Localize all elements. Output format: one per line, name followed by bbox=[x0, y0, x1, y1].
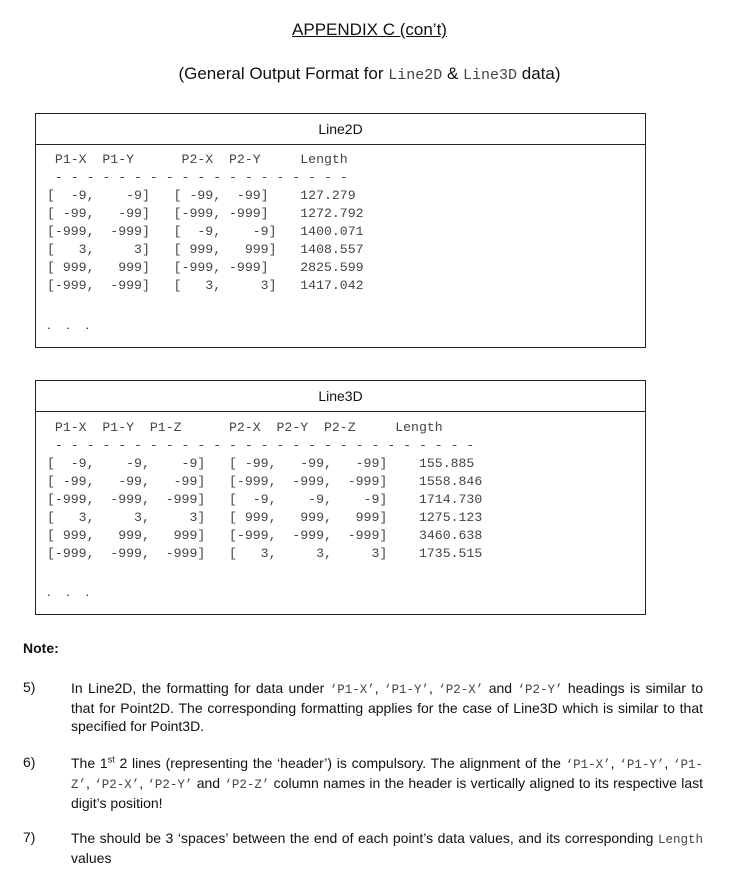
appendix-title-text: APPENDIX C (con’t) bbox=[292, 20, 447, 39]
note-6-code: ‘P1-Z’ bbox=[71, 758, 704, 792]
subtitle bbox=[0, 64, 739, 84]
line2d-table-box bbox=[35, 113, 646, 348]
note-5-code: ‘P1-Y’ bbox=[384, 683, 430, 697]
line3d-dash-row: - - - - - - - - - - - - - - - - - - - - - - - - - - - bbox=[47, 438, 475, 453]
line2d-dash-row: - - - - - - - - - - - - - - - - - - - bbox=[47, 170, 348, 185]
note-7-number: 7) bbox=[23, 829, 36, 845]
note-5-part: In Line2D, the formatting for data under bbox=[71, 680, 330, 696]
line3d-table-box bbox=[35, 380, 646, 615]
note-6-part: The 1 bbox=[71, 755, 108, 771]
note-7-code: Length bbox=[657, 833, 703, 847]
line3d-row: [ 999, 999, 999] [-999, -999, -999] 3460.638 bbox=[47, 528, 483, 543]
note-5-part: , bbox=[429, 680, 439, 696]
note-6-code: ‘P1-X’ bbox=[565, 758, 611, 772]
note-5-code: ‘P1-X’ bbox=[329, 683, 375, 697]
line2d-row: [ 3, 3] [ 999, 999] 1408.557 bbox=[47, 242, 364, 257]
line3d-row: [ -99, -99, -99] [-999, -999, -999] 1558.846 bbox=[47, 474, 483, 489]
note-6-part: , bbox=[610, 755, 620, 771]
line2d-row: [ 999, 999] [-999, -999] 2825.599 bbox=[47, 260, 364, 275]
appendix-title bbox=[0, 20, 739, 40]
note-6-code: ‘P1-Y’ bbox=[619, 758, 665, 772]
note-6-text bbox=[71, 754, 703, 812]
line3d-row: [-999, -999, -999] [ 3, 3, 3] 1735.515 bbox=[47, 546, 483, 561]
note-6-code: ‘P2-Z’ bbox=[224, 778, 270, 792]
note-7-text bbox=[71, 829, 703, 867]
note-5-code: ‘P2-X’ bbox=[438, 683, 484, 697]
note-6-code: ‘P2-X’ bbox=[94, 778, 140, 792]
note-6-part: , bbox=[139, 775, 148, 791]
note-5-part: headings is similar to that for Point2D. The corresponding formatting applies for the case of Line3D which is similar to that specified for Point3D. bbox=[71, 680, 704, 734]
line3d-row: [-999, -999, -999] [ -9, -9, -9] 1714.730 bbox=[47, 492, 483, 507]
note-7-part: The should be 3 ‘spaces’ between the end of each point’s data values, and its corresponding bbox=[71, 830, 658, 846]
subtitle-code-line2d: Line2D bbox=[388, 67, 443, 84]
subtitle-code-line3d: Line3D bbox=[463, 67, 518, 84]
line3d-row: [ -9, -9, -9] [ -99, -99, -99] 155.885 bbox=[47, 456, 475, 471]
line3d-ellipsis: . . . bbox=[47, 584, 96, 599]
note-5-number: 5) bbox=[23, 679, 36, 695]
note-6-code: ‘P2-Y’ bbox=[147, 778, 193, 792]
subtitle-suffix: data) bbox=[517, 64, 561, 83]
note-6-part: 2 lines (representing the ‘header’) is compulsory. The alignment of the bbox=[114, 755, 566, 771]
note-6-part: , bbox=[86, 775, 95, 791]
line2d-row: [ -99, -99] [-999, -999] 1272.792 bbox=[47, 206, 364, 221]
note-label: Note: bbox=[23, 640, 59, 656]
note-5-code: ‘P2-Y’ bbox=[517, 683, 563, 697]
note-6-part: and bbox=[192, 775, 225, 791]
note-7-part: values bbox=[71, 850, 112, 866]
line2d-ellipsis: . . . bbox=[47, 317, 96, 332]
line3d-row: [ 3, 3, 3] [ 999, 999, 999] 1275.123 bbox=[47, 510, 483, 525]
subtitle-amp: & bbox=[442, 64, 464, 83]
note-5-part: and bbox=[483, 680, 518, 696]
note-6-part: , bbox=[664, 755, 673, 771]
line2d-row: [ -9, -9] [ -99, -99] 127.279 bbox=[47, 188, 356, 203]
note-6-part: column names in the header is vertically aligned to its respective last digit’s position! bbox=[71, 775, 704, 811]
line3d-header-row: P1-X P1-Y P1-Z P2-X P2-Y P2-Z Length bbox=[47, 420, 443, 435]
line3d-box-title: Line3D bbox=[36, 381, 645, 412]
note-6-superscript: st bbox=[107, 754, 115, 765]
line2d-box-title: Line2D bbox=[36, 114, 645, 145]
line2d-row: [-999, -999] [ 3, 3] 1417.042 bbox=[47, 278, 364, 293]
note-6-number: 6) bbox=[23, 754, 36, 770]
line2d-row: [-999, -999] [ -9, -9] 1400.071 bbox=[47, 224, 364, 239]
line2d-header-row: P1-X P1-Y P2-X P2-Y Length bbox=[47, 152, 348, 167]
subtitle-prefix: (General Output Format for bbox=[178, 64, 389, 83]
note-5-text bbox=[71, 679, 703, 735]
note-5-part: , bbox=[374, 680, 384, 696]
